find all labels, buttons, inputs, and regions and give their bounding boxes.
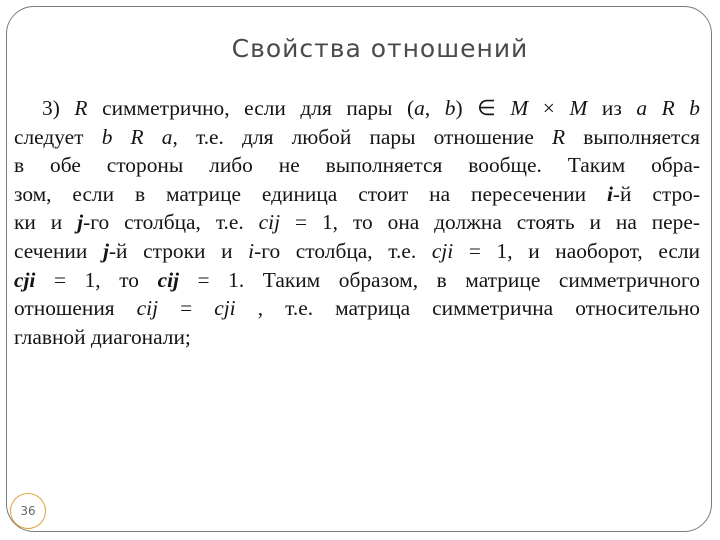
body-line-5 <box>14 208 700 237</box>
body-line-8 <box>14 294 700 323</box>
slide-body-text <box>14 94 700 351</box>
text-run: из <box>587 96 637 120</box>
text-run: ) ∈ <box>455 96 511 120</box>
text-run: , т.е. матрица симметрична относительно <box>235 296 700 321</box>
text-run: -го столбца, т.е. <box>83 210 259 235</box>
var-j: j <box>77 210 84 235</box>
var-cji: cji <box>214 296 236 321</box>
relation-symbol: R <box>552 124 566 149</box>
text-run: -го столбца, т.е. <box>254 238 432 263</box>
text-run: -й стро- <box>612 181 700 206</box>
text-run: следует <box>14 124 102 149</box>
relation-symbol: R <box>74 96 88 120</box>
text-run: = 1, то <box>35 267 158 292</box>
body-line-6 <box>14 237 700 266</box>
text-run: отношения <box>14 296 137 321</box>
body-line-7 <box>14 266 700 295</box>
var-cji: cji <box>431 238 454 263</box>
text-run: главной диагонали; <box>14 324 191 349</box>
expr-a-r-b: a R b <box>636 96 701 120</box>
body-line-1 <box>14 94 700 123</box>
var-cij: cij <box>157 267 179 292</box>
text-run: -й строки и <box>108 238 249 263</box>
text-run: зом, если в матрице единица стоит на пересечении <box>14 181 607 206</box>
text-run: выполняется <box>565 124 700 149</box>
body-line-3 <box>14 151 700 180</box>
text-run: = 1, и наоборот, если <box>453 238 700 263</box>
text-run: симметрично, если для пары ( <box>87 96 415 120</box>
set-m: M <box>569 96 588 120</box>
item-number: 3) <box>42 96 75 120</box>
equals-symbol: = <box>158 296 215 321</box>
text-run: в обе стороны либо не выполняется вообще. Таким обра- <box>14 153 700 178</box>
text-run: , <box>424 96 445 120</box>
var-cij: cij <box>136 296 159 321</box>
slide-title: Свойства отношений <box>231 34 529 63</box>
body-line-4 <box>14 180 700 209</box>
text-run: = 1. Таким образом, в матрице симметричного <box>178 267 700 292</box>
var-cji: cji <box>14 267 36 292</box>
var-i: i <box>606 181 613 206</box>
times-symbol: × <box>528 96 570 120</box>
body-line-2 <box>14 123 700 152</box>
page-number: 36 <box>20 504 36 518</box>
var-a: a <box>414 96 425 120</box>
var-i: i <box>248 238 255 263</box>
text-run: сечении <box>14 238 103 263</box>
set-m: M <box>510 96 529 120</box>
text-run: ки и <box>14 210 78 235</box>
page-number-badge <box>10 493 46 529</box>
expr-b-r-a: b R a <box>101 124 173 149</box>
body-line-9 <box>14 323 700 352</box>
text-run: = 1, то она должна стоять и на пере- <box>280 210 700 235</box>
text-run: , т.е. для любой пары отношение <box>172 124 553 149</box>
var-b: b <box>444 96 456 120</box>
var-j: j <box>102 238 109 263</box>
var-cij: cij <box>258 210 281 235</box>
